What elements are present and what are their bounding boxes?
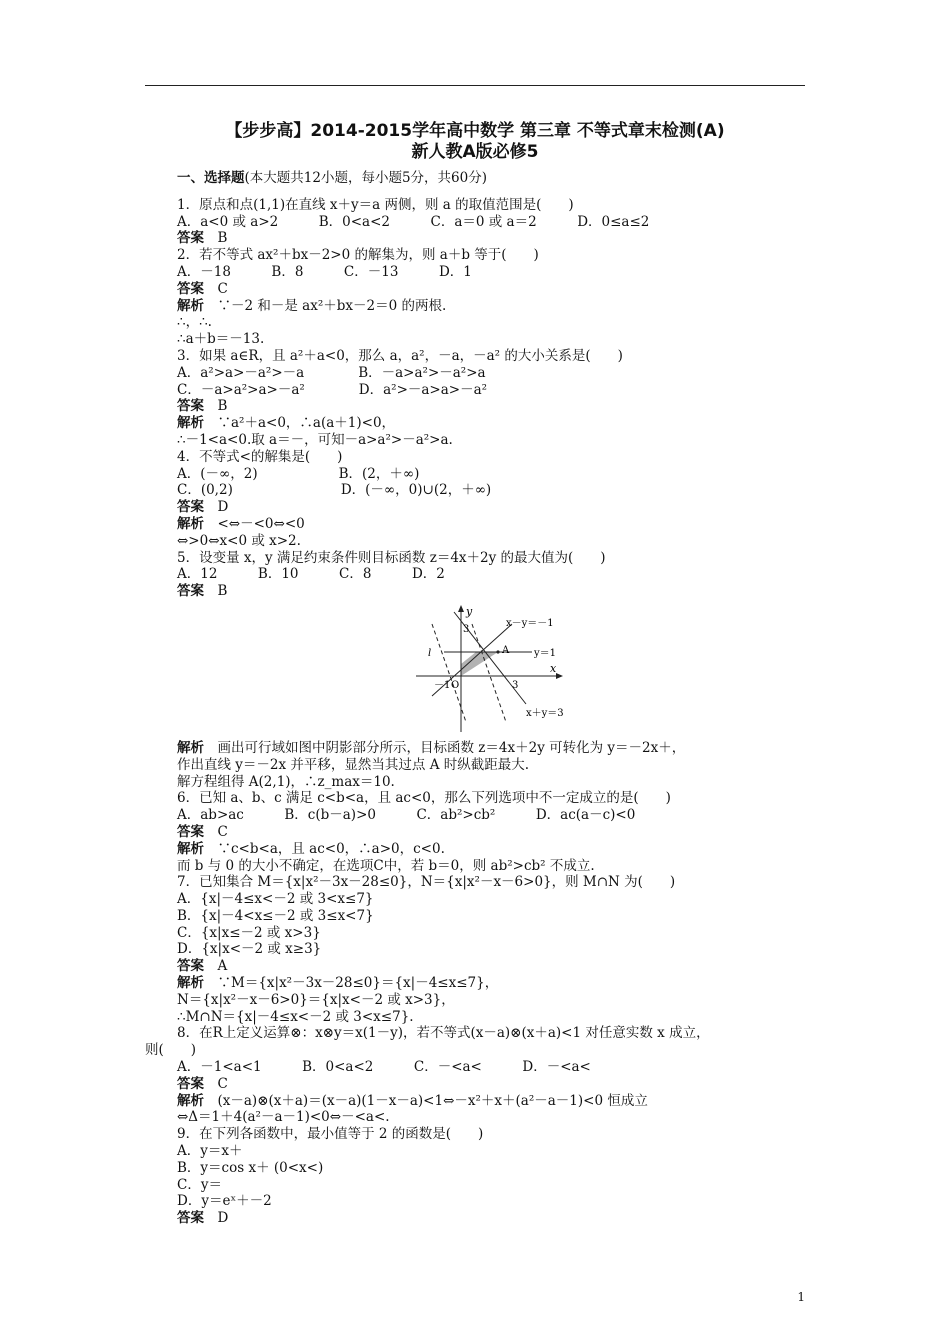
text-line: D．y＝eˣ＋－2 [177, 1193, 272, 1210]
text-line: C．{x|x≤－2 或 x>3} [177, 924, 321, 941]
answer-line [177, 1076, 817, 1093]
line-text: B [204, 398, 228, 415]
line-label: 解析 [177, 297, 204, 314]
line-text: C [204, 1075, 228, 1092]
text-line: C．y＝ [177, 1176, 222, 1193]
section-heading [177, 170, 817, 187]
text-line: A．a²>a>－a²>－a B．－a>a²>－a²>a [177, 364, 486, 381]
answer-line [177, 499, 817, 516]
text-line: D．{x|x<－2 或 x≥3} [177, 941, 322, 958]
answer-line [177, 398, 817, 415]
document-title-line1: 【步步高】2014-2015学年高中数学 第三章 不等式章末检测(A) [225, 121, 725, 141]
text-line: C．(0,2) D．(－∞，0)∪(2，＋∞) [177, 482, 492, 499]
text-line: N＝{x|x²－x－6>0}＝{x|x<－2 或 x>3}， [177, 991, 455, 1008]
point-a [496, 650, 499, 653]
analysis-line [177, 1093, 817, 1110]
line-text: B [204, 230, 228, 247]
label-tick-xm1: －1 [434, 679, 451, 691]
text-line: ⇔>0⇔x<0 或 x>2. [177, 532, 301, 549]
text-line: 解方程组得 A(2,1)，∴z_max＝10. [177, 773, 395, 790]
analysis-line [177, 841, 817, 858]
line-label: 解析 [177, 415, 204, 432]
label-line2: y＝1 [534, 647, 557, 659]
label-y-axis: y [466, 604, 473, 618]
answer-line [177, 230, 817, 247]
line-label: 答案 [177, 280, 204, 297]
line-text: B [204, 583, 228, 600]
text-line: B．y＝cos x＋ (0<x<) [177, 1159, 324, 1176]
line-label: 答案 [177, 583, 204, 600]
answer-line [177, 958, 817, 975]
line-label: 答案 [177, 958, 204, 975]
line-text: 画出可行域如图中阴影部分所示，目标函数 z＝4x＋2y 可转化为 y＝－2x＋， [204, 739, 686, 756]
text-line: A．－18 B．8 C．－13 D．1 [177, 263, 472, 280]
spacer [177, 187, 817, 197]
analysis-line [177, 740, 817, 757]
line-text: ∵a²＋a<0，∴a(a＋1)<0， [204, 415, 396, 432]
question-line: 4．不等式<的解集是( ) [177, 448, 343, 465]
document-body [145, 170, 817, 1227]
line-text: ∵M＝{x|x²－3x－28≤0}＝{x|－4≤x≤7}， [204, 975, 499, 992]
text-line: 则( ) [145, 1042, 197, 1059]
analysis-line [177, 298, 817, 315]
section-note: (本大题共12小题，每小题5分，共60分) [244, 170, 487, 186]
line-text: A [204, 958, 228, 975]
text-line: A．{x|－4≤x<－2 或 3<x≤7} [177, 891, 374, 908]
line-text: C [204, 280, 228, 297]
label-origin: O [451, 679, 460, 691]
line-label: 解析 [177, 739, 204, 756]
line-label: 解析 [177, 975, 204, 992]
question-line: 9．在下列各函数中，最小值等于 2 的函数是( ) [177, 1126, 484, 1143]
question-line: 1．原点和点(1,1)在直线 x＋y＝a 两侧，则 a 的取值范围是( ) [177, 196, 574, 213]
answer-line [177, 824, 817, 841]
line-label: 答案 [177, 398, 204, 415]
y-axis-arrow [458, 605, 464, 612]
label-line1: x－y＝－1 [506, 617, 554, 629]
line-text: <⇔－<0⇔<0 [204, 515, 305, 532]
text-line: C．－a>a²>a>－a² D．a²>－a>a>－a² [177, 381, 488, 398]
question-line: 5．设变量 x，y 满足约束条件则目标函数 z＝4x＋2y 的最大值为( ) [177, 549, 606, 566]
question-line: 7．已知集合 M＝{x|x²－3x－28≤0}，N＝{x|x²－x－6>0}，则 M∩N 为( ) [177, 874, 676, 891]
line-text: D [204, 1210, 229, 1227]
feasible-region-figure [414, 604, 817, 736]
text-line: 而 b 与 0 的大小不确定，在选项C中，若 b＝0，则 ab²>cb² 不成立. [177, 857, 595, 874]
line-text: ∵－2 和－是 ax²＋bx－2＝0 的两根. [204, 297, 447, 314]
label-point-a: A [502, 644, 510, 656]
text-line: A．ab>ac B．c(b－a)>0 C．ab²>cb² D．ac(a－c)<0 [177, 807, 636, 824]
text-line: ∴a＋b＝－13. [177, 331, 265, 348]
analysis-line [177, 415, 817, 432]
feasible-region-svg [414, 604, 564, 736]
label-tick-y3: 3 [463, 623, 470, 635]
line-label: 答案 [177, 230, 204, 247]
text-line: A．12 B．10 C．8 D．2 [177, 566, 445, 583]
line-label: 解析 [177, 1092, 204, 1109]
question-line: 8．在R上定义运算⊗：x⊗y＝x(1－y)，若不等式(x－a)⊗(x＋a)<1 对任意实数 x 成立， [177, 1025, 710, 1042]
x-axis-arrow [556, 673, 563, 679]
label-x-axis: x [550, 661, 557, 675]
line-text: ∵c<b<a，且 ac<0，∴a>0，c<0. [204, 840, 445, 857]
document-title-line2: 新人教A版必修5 [411, 142, 539, 162]
label-line3: x＋y＝3 [526, 707, 564, 719]
page-number: 1 [797, 1290, 805, 1304]
question-line: 2．若不等式 ax²＋bx－2>0 的解集为，则 a＋b 等于( ) [177, 247, 539, 264]
text-line: A．a<0 或 a>2 B．0<a<2 C．a＝0 或 a＝2 D．0≤a≤2 [177, 213, 650, 230]
text-line: A．－1<a<1 B．0<a<2 C．－<a< D．－<a< [177, 1059, 591, 1076]
line-label: 答案 [177, 1075, 204, 1092]
question-line: 3．如果 a∈R，且 a²＋a<0，那么 a，a²，－a，－a² 的大小关系是( ) [177, 347, 623, 364]
analysis-line [177, 975, 817, 992]
text-line: ∴，∴. [177, 314, 212, 331]
question-list [145, 196, 817, 1227]
question-line: 6．已知 a、b、c 满足 c<b<a，且 ac<0，那么下列选项中不一定成立的是( ) [177, 790, 671, 807]
line-label: 答案 [177, 823, 204, 840]
text-line: B．{x|－4<x≤－2 或 3≤x<7} [177, 907, 374, 924]
text-line: ⇔Δ＝1＋4(a²－a－1)<0⇔－<a<. [177, 1109, 390, 1126]
answer-line [177, 1210, 817, 1227]
text-line: 作出直线 y＝－2x 并平移，显然当其过点 A 时纵截距最大. [177, 756, 530, 773]
line-label: 答案 [177, 1210, 204, 1227]
answer-line [177, 281, 817, 298]
text-line: A．y＝x＋ [177, 1143, 243, 1160]
label-l: l [428, 647, 432, 659]
objective-line-shift [472, 624, 506, 722]
line-label: 解析 [177, 840, 204, 857]
line-label: 解析 [177, 515, 204, 532]
text-line: ∴－1<a<0.取 a＝－，可知－a>a²>－a²>a. [177, 431, 453, 448]
text-line: ∴M∩N＝{x|－4≤x<－2 或 3<x≤7}. [177, 1008, 414, 1025]
line-label: 答案 [177, 499, 204, 516]
header-rule [145, 85, 805, 86]
shaded-region [461, 652, 498, 676]
line-text: C [204, 823, 228, 840]
section-heading-label: 一、选择题 [177, 170, 245, 186]
analysis-line [177, 516, 817, 533]
label-tick-x3: 3 [512, 679, 519, 691]
line-text: D [204, 499, 229, 516]
text-line: A．(－∞，2) B．(2，＋∞) [177, 465, 420, 482]
line-text: (x－a)⊗(x＋a)＝(x－a)(1－x－a)<1⇔－x²＋x＋(a²－a－1)<0 恒成立 [204, 1092, 648, 1109]
answer-line [177, 583, 817, 600]
